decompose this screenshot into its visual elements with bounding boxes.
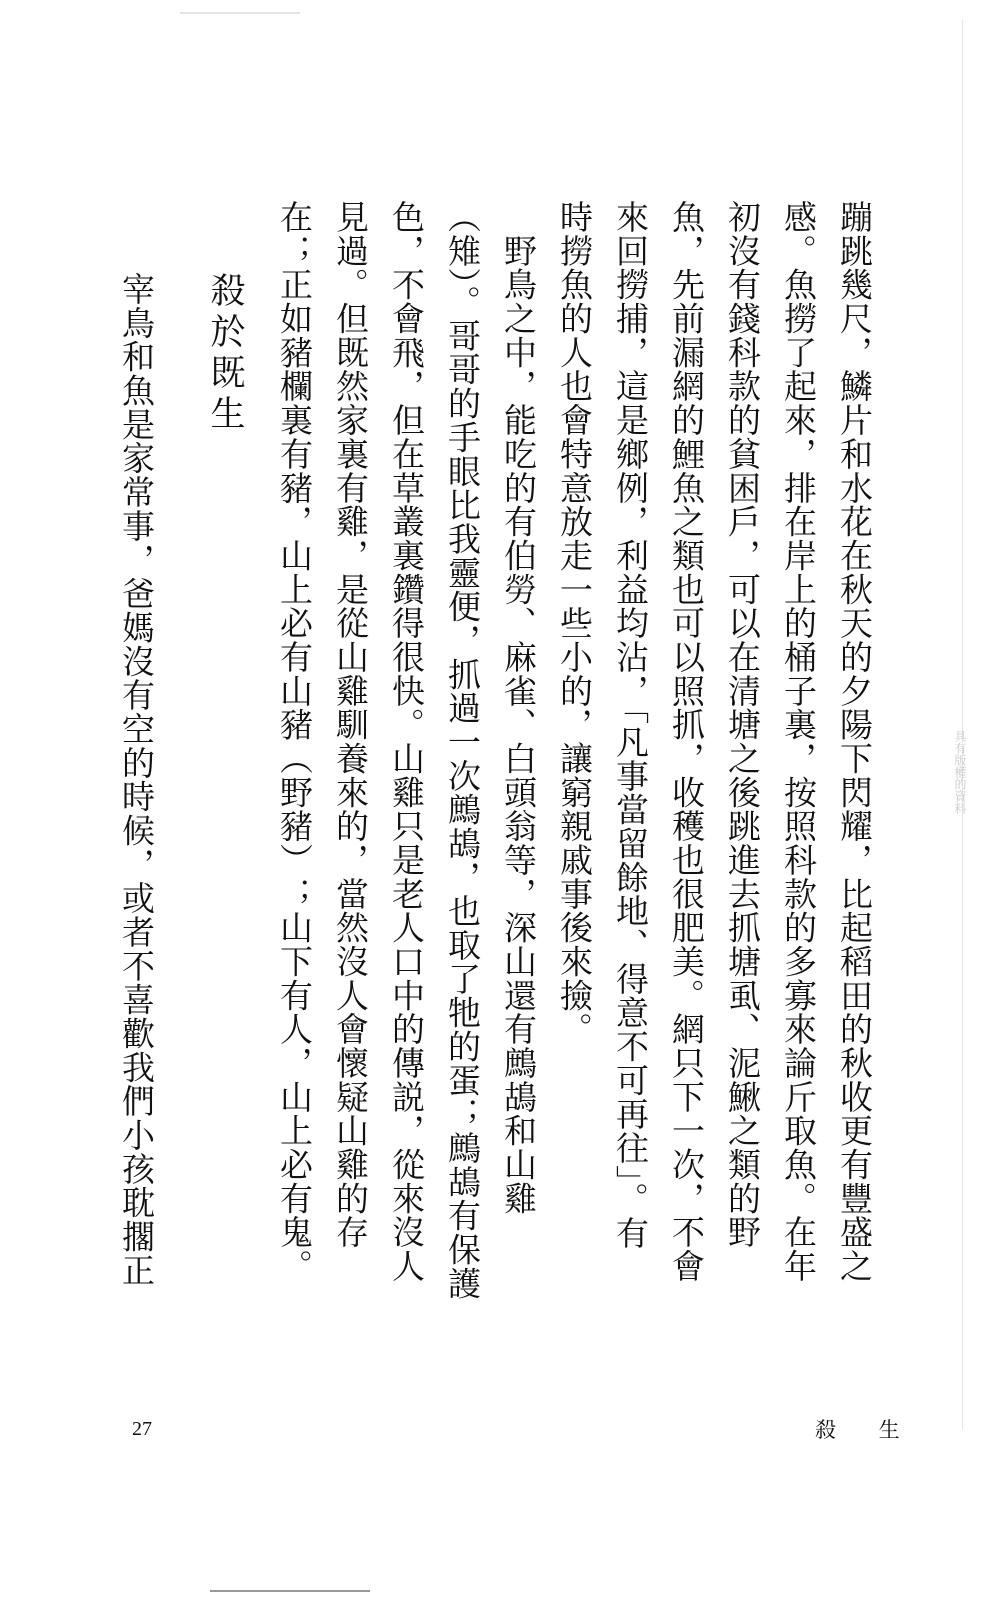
text-column-3: 初沒有錢科款的貧困戶，可以在清塘之後跳進去抓塘虱、泥鰍之類的野 — [723, 200, 762, 1250]
copyright-watermark: 具有版權的資料 — [953, 730, 967, 814]
text-column-10: 見過。但既然家裏有雞，是從山雞馴養來的，當然沒人會懷疑山雞的存 — [331, 200, 370, 1250]
text-column-8: （雉）。哥哥的手眼比我靈便，抓過一次鷓鴣，也取了牠的蛋；鷓鴣有保護 — [443, 200, 482, 1301]
section-heading: 殺於既生 — [205, 272, 245, 436]
text-column-12: 宰鳥和魚是家常事，爸媽沒有空的時候，或者不喜歡我們小孩耽擱正 — [117, 272, 156, 1288]
page-edge-line — [962, 20, 963, 1430]
scan-artifact-bottom — [210, 1590, 370, 1592]
text-column-1: 蹦跳幾尺，鱗片和水花在秋天的夕陽下閃耀，比起稻田的秋收更有豐盛之 — [835, 200, 874, 1283]
text-column-6: 時撈魚的人也會特意放走一些小的，讓窮親戚事後來撿。 — [555, 200, 594, 1046]
text-column-4: 魚，先前漏網的鯉魚之類也可以照抓，收穫也很肥美。網只下一次，不會 — [667, 200, 706, 1283]
scan-artifact-top — [180, 12, 300, 14]
text-column-2: 感。魚撈了起來，排在岸上的桶子裏，按照科款的多寡來論斤取魚。在年 — [779, 200, 818, 1283]
text-column-9: 色，不會飛，但在草叢裏鑽得很快。山雞只是老人口中的傳説，從來沒人 — [387, 200, 426, 1283]
text-column-7: 野鳥之中，能吃的有伯勞、麻雀、白頭翁等，深山還有鷓鴣和山雞 — [499, 200, 538, 1216]
page-number: 27 — [132, 1418, 152, 1440]
running-header: 殺 生 — [815, 1418, 918, 1442]
text-column-5: 來回撈捕，這是鄉例，利益均沾，「凡事當留餘地、得意不可再往」。有 — [611, 200, 650, 1250]
text-column-11: 在；正如豬欄裏有豬，山上必有山豬（野豬）；山下有人，山上必有鬼。 — [275, 200, 314, 1283]
